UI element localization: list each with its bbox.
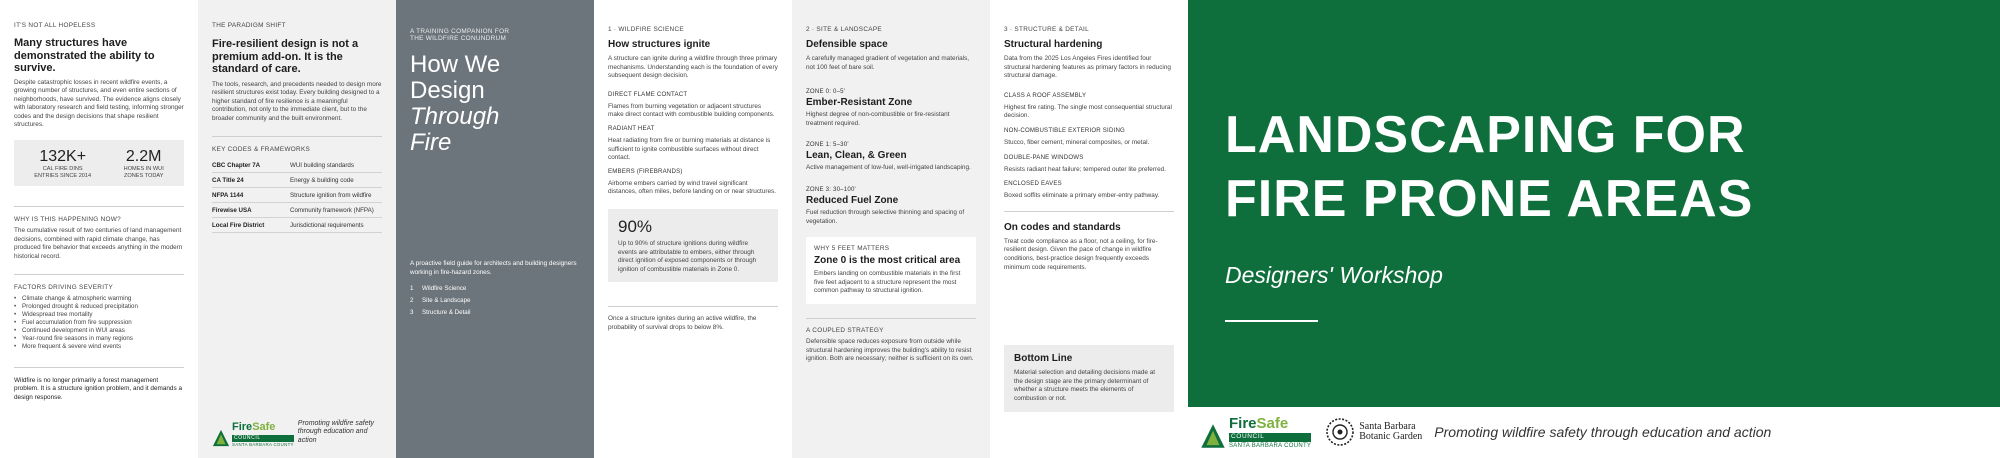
mechanism-title: EMBERS (FIREBRANDS) xyxy=(608,167,683,175)
zone-body: Highest degree of non-combustible or fire-resistant treatment required. xyxy=(806,111,950,127)
callout-body: Embers landing on combustible materials in the first five feet adjacent to a structure represent the most common pathway to structural ignition. xyxy=(814,270,961,295)
cover-eyebrow: THE WILDFIRE CONUNDRUM xyxy=(410,35,507,42)
logo-council: COUNCIL xyxy=(232,435,294,442)
panel-body: Data from the 2025 Los Angeles Fires identified four structural hardening features as primary factors in reducing structural damage. xyxy=(1004,55,1171,80)
botanic-garden-logo xyxy=(1325,417,1422,447)
toc-item: 1 Wildfire Science xyxy=(410,285,467,293)
panel-heading: Many structures have demonstrated the ability to survive. xyxy=(14,37,155,74)
mechanism-body: Heat radiating from fire or burning materials at distance is sufficient to ignite combustible surfaces without direct contact. xyxy=(608,136,771,162)
callout-heading: Zone 0 is the most critical area xyxy=(814,255,961,267)
panel-site-landscape xyxy=(792,0,990,458)
panel-paradigm-shift xyxy=(198,0,396,458)
cover-title xyxy=(1225,103,1753,231)
logo-council: COUNCIL xyxy=(1229,433,1311,442)
footer-tagline: Promoting wildfire safety through education and action xyxy=(1434,424,1772,441)
section-eyebrow: IT'S NOT ALL HOPELESS xyxy=(14,22,96,29)
code-desc: Energy & building code xyxy=(290,173,382,188)
section-eyebrow: THE PARADIGM SHIFT xyxy=(212,22,286,29)
panel-heading: How structures ignite xyxy=(608,39,711,50)
callout-heading: Bottom Line xyxy=(1014,353,1073,365)
list-item: • Year-round fire seasons in many regions xyxy=(14,335,184,343)
stat-wui-homes xyxy=(124,148,164,179)
panel-heading: Structural hardening xyxy=(1004,39,1103,50)
mechanism-body: Flames from burning vegetation or adjacent structures make direct contact with combustible building components. xyxy=(608,102,775,119)
table-row xyxy=(212,188,382,203)
list-item: • Climate change & atmospheric warming xyxy=(14,295,184,303)
stat-body: Up to 90% of structure ignitions during wildfire events are attributable to embers, either through direct ignition of exposed components or through ignition of combustible materials in Zone 0. xyxy=(618,239,757,273)
feature-body: Boxed soffits eliminate a primary ember-entry pathway. xyxy=(1004,192,1160,200)
stat-value: 2.2M xyxy=(125,148,162,166)
factors-list xyxy=(14,295,184,351)
section-eyebrow: 1 · WILDFIRE SCIENCE xyxy=(608,26,684,33)
zone-range: ZONE 1: 5–30' xyxy=(806,141,849,149)
zone-name: Reduced Fuel Zone xyxy=(806,194,899,206)
list-item: • More frequent & severe wind events xyxy=(14,343,184,351)
code-desc: WUI building standards xyxy=(290,158,382,173)
zone-body: Active management of low-fuel, well-irrigated landscaping. xyxy=(806,164,971,172)
logo-word: Safe xyxy=(252,421,276,433)
table-of-contents xyxy=(410,283,580,319)
table-row xyxy=(212,158,382,173)
footer-tagline: Promoting wildfire safety through education and action xyxy=(297,419,375,444)
list-item: • Prolonged drought & reduced precipitation xyxy=(14,303,184,311)
zone-range: ZONE 0: 0–5' xyxy=(806,88,846,96)
callout-body: Material selection and detailing decisions made at the design stage are the primary determinant of whether a structure meets the elements of combustion or not. xyxy=(1014,369,1156,402)
section-eyebrow: WHY IS THIS HAPPENING NOW? xyxy=(14,216,121,224)
panel-body: A carefully managed gradient of vegetation and materials, not 100 feet of bare soil. xyxy=(806,55,970,71)
panel-heading: Fire-resilient design is not a premium add-on. It is the standard of care. xyxy=(212,38,359,75)
mechanism-title: RADIANT HEAT xyxy=(608,124,655,132)
logo-region: SANTA BARBARA COUNTY xyxy=(232,442,294,447)
code-desc: Jurisdictional requirements xyxy=(290,218,382,233)
stat-value: 132K+ xyxy=(39,148,87,166)
code-name: CBC Chapter 7A xyxy=(212,158,290,173)
toc-item: 2 Site & Landscape xyxy=(410,297,471,305)
closing-statement: Once a structure ignites during an active wildfire, the probability of survival drops to below 8%. xyxy=(608,315,757,331)
toc-item: 3 Structure & Detail xyxy=(410,309,471,317)
codes-heading: On codes and standards xyxy=(1004,221,1121,233)
panel-body: Despite catastrophic losses in recent wildfire events, a growing number of structures, and even entire sections of neighborhoods, have survived. The evidence aligns closely with laboratory research and field testing, informing stronger codes and the design decisions that shape resilient structures. xyxy=(14,78,184,129)
footer-logo-row xyxy=(1200,416,1771,449)
title-line: Design xyxy=(410,77,485,104)
feature-title: NON-COMBUSTIBLE EXTERIOR SIDING xyxy=(1004,126,1125,134)
code-name: Firewise USA xyxy=(212,203,290,218)
footer-logo-row xyxy=(212,418,384,447)
logo-word: Safe xyxy=(1256,415,1289,432)
panel-body: A structure can ignite during a wildfire through three primary mechanisms. Understanding each is the foundation of every subsequent design decision. xyxy=(608,55,778,80)
panel-body: Defensible space reduces exposure from outside while structural hardening improves the building's ability to resist ignition. Both are necessary; neither is sufficient on its own. xyxy=(806,337,974,363)
firesafe-council-logo xyxy=(212,418,294,447)
garden-name: Santa Barbara xyxy=(1359,421,1416,433)
guide-title xyxy=(410,52,580,156)
code-name: NFPA 1144 xyxy=(212,188,290,203)
codes-body: Treat code compliance as a floor, not a ceiling, for fire-resilient design. Given the pace of change in wildfire conditions, best-practice design frequently exceeds minimum code requirements. xyxy=(1004,237,1158,271)
cover-subtitle: Designers' Workshop xyxy=(1225,262,1443,288)
table-row xyxy=(212,218,382,233)
mechanism-title: DIRECT FLAME CONTACT xyxy=(608,90,688,98)
title-line: LANDSCAPING FOR xyxy=(1225,106,1746,164)
feature-body: Resists radiant heat failure; tempered outer lite preferred. xyxy=(1004,165,1166,173)
zone-range: ZONE 3: 30–100' xyxy=(806,185,856,193)
botanic-garden-emblem-icon xyxy=(1325,417,1355,447)
panel-structure-detail xyxy=(990,0,1188,458)
panel-not-hopeless xyxy=(0,0,198,458)
section-eyebrow: 2 · SITE & LANDSCAPE xyxy=(806,26,882,33)
stat-value: 90% xyxy=(618,216,653,236)
zone-name: Ember-Resistant Zone xyxy=(806,97,913,109)
panel-front-cover xyxy=(396,0,594,458)
stats-box xyxy=(14,140,184,186)
title-line: FIRE PRONE AREAS xyxy=(1225,170,1754,228)
stat-label: CAL FIRE DINS xyxy=(42,166,83,173)
table-row xyxy=(212,203,382,218)
section-eyebrow: FACTORS DRIVING SEVERITY xyxy=(14,283,114,291)
divider xyxy=(806,318,976,319)
divider xyxy=(608,306,778,307)
logo-region: SANTA BARBARA COUNTY xyxy=(1229,442,1312,449)
workshop-cover xyxy=(1188,0,2000,458)
cover-divider xyxy=(1225,320,1318,322)
section-eyebrow: KEY CODES & FRAMEWORKS xyxy=(212,146,311,154)
list-item: • Continued development in WUI areas xyxy=(14,327,184,335)
firesafe-triangle-icon xyxy=(212,429,230,447)
cover-green-band xyxy=(1188,0,2000,407)
list-item: • Widespread tree mortality xyxy=(14,311,184,319)
stat-label: HOMES IN WUI xyxy=(123,166,164,173)
logo-word: Fire xyxy=(232,421,253,433)
callout-eyebrow: WHY 5 FEET MATTERS xyxy=(814,245,890,253)
zone-name: Lean, Clean, & Green xyxy=(806,150,907,162)
garden-name: Botanic Garden xyxy=(1359,431,1423,443)
feature-body: Stucco, fiber cement, mineral composites, or metal. xyxy=(1004,138,1150,146)
logo-word: Fire xyxy=(1229,415,1257,432)
codes-table xyxy=(212,158,382,233)
panel-body: The tools, research, and precedents needed to design more resilient structures exist today. Every building designed to a higher standard of fire resilience is a meaningful contribution, not only to the immediate client, but to the broader community and the built environment. xyxy=(212,80,382,122)
code-name: Local Fire District xyxy=(212,218,290,233)
list-item: • Fuel accumulation from fire suppression xyxy=(14,319,184,327)
firesafe-triangle-icon xyxy=(1200,423,1226,449)
code-desc: Community framework (NFPA) xyxy=(290,203,382,218)
zone0-callout xyxy=(806,237,976,304)
section-eyebrow: 3 · STRUCTURE & DETAIL xyxy=(1004,26,1089,33)
feature-body: Highest fire rating. The single most consequential structural decision. xyxy=(1004,103,1172,120)
divider xyxy=(14,206,184,207)
ember-stat-callout xyxy=(608,209,778,282)
divider xyxy=(1004,211,1174,212)
panel-heading: Defensible space xyxy=(806,39,888,50)
stat-label: ZONES TODAY xyxy=(123,172,164,179)
closing-statement: Wildfire is no longer primarily a forest management problem. It is a structure ignition problem, and it demands a design response. xyxy=(14,376,183,401)
feature-title: ENCLOSED EAVES xyxy=(1004,180,1062,188)
cover-footer xyxy=(1188,407,2000,458)
code-desc: Structure ignition from wildfire xyxy=(290,188,382,203)
zone-body: Fuel reduction through selective thinning and spacing of vegetation. xyxy=(806,208,965,225)
firesafe-council-logo xyxy=(1200,416,1311,449)
code-name: CA Title 24 xyxy=(212,173,290,188)
panel-wildfire-science xyxy=(594,0,792,458)
divider xyxy=(14,274,184,275)
cover-eyebrow: A TRAINING COMPANION FOR xyxy=(410,28,510,35)
title-line: How We xyxy=(410,51,501,78)
divider xyxy=(14,367,184,368)
table-row xyxy=(212,173,382,188)
section-eyebrow: A COUPLED STRATEGY xyxy=(806,326,884,334)
bottom-line-callout xyxy=(1004,345,1174,411)
feature-title: CLASS A ROOF ASSEMBLY xyxy=(1004,91,1087,99)
title-line: Through xyxy=(410,103,500,130)
guide-description: A proactive field guide for architects and building designers working in fire-hazard zones. xyxy=(410,260,577,276)
feature-title: DOUBLE-PANE WINDOWS xyxy=(1004,153,1084,161)
stat-dins xyxy=(34,148,91,179)
panel-body: The cumulative result of two centuries of land management decisions, combined with rapid climate change, has produced fire behavior that exceeds anything in the modern historical record. xyxy=(14,227,183,261)
divider xyxy=(212,136,382,137)
stat-label: ENTRIES SINCE 2014 xyxy=(34,172,92,179)
title-line: Fire xyxy=(410,129,452,156)
mechanism-body: Airborne embers carried by wind travel significant distances, often miles, before landing on or near structures. xyxy=(608,179,777,196)
